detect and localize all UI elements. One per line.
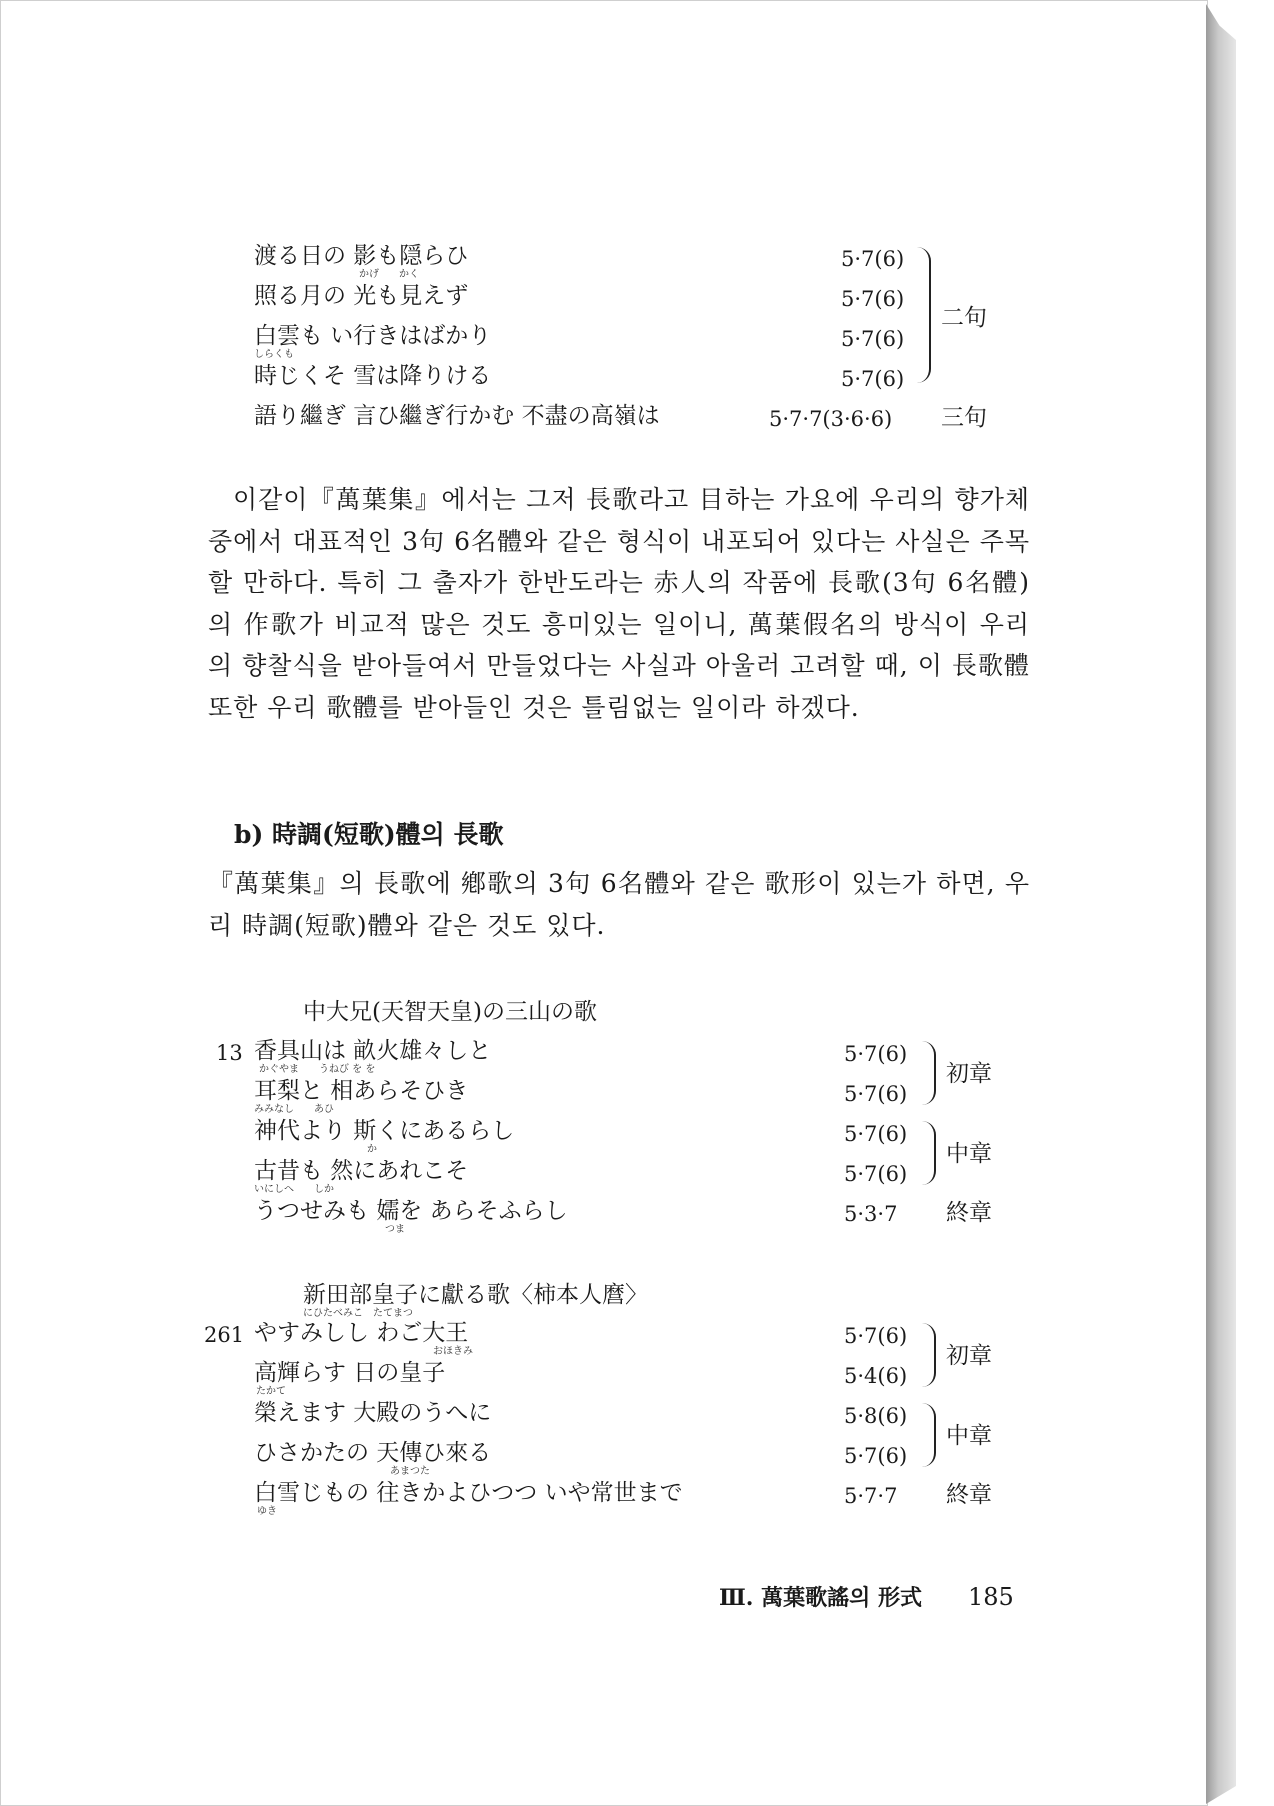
poem1-line-4: 時じくそ 雪は降りける xyxy=(254,363,492,389)
poem1-line-3: 白雲も い行きはばかり xyxy=(254,323,492,349)
poem3-meter-3: 5·8(6) xyxy=(844,1404,908,1428)
poem2-line-4: 古昔も 然にあれこそ xyxy=(254,1158,469,1184)
poem2-label-first: 初章 xyxy=(946,1061,992,1087)
poem3-number: 261 xyxy=(204,1323,245,1347)
poem2-number: 13 xyxy=(216,1041,243,1065)
poem2-line-2: 耳梨と 相あらそひき xyxy=(254,1078,469,1104)
poem3-meter-2: 5·4(6) xyxy=(844,1364,908,1388)
paragraph-1: 이같이『萬葉集』에서는 그저 長歌라고 目하는 가요에 우리의 향가체 중에서 대표적인 3句 6名體와 같은 형식이 내포되어 있다는 사실은 주목할 만하다. 특히 그 출자가 한반도라는 赤人의 작품에 長歌(3句 6名體)의 作歌가 비교적 많은 것도 흥미있는 일이니, 萬葉假名의 방식이 우리의 향찰식을 받아들여서 만들었다는 사실과 아울러 고려할 때, 이 長歌體 또한 우리 歌體를 받아들인 것은 틀림없는 일이라 하겠다. xyxy=(208,485,1030,722)
poem3-ruby-2: たかて xyxy=(256,1386,286,1397)
poem3-meter-5: 5·7·7 xyxy=(844,1484,898,1508)
poem1-ruby-3: しらくも xyxy=(254,349,294,360)
poem1-brace xyxy=(917,247,931,383)
poem3-title-ruby: にひたべみこ たてまつ xyxy=(303,1308,413,1319)
poem2-meter-2: 5·7(6) xyxy=(844,1082,908,1106)
poem3-ruby-4: あまつた xyxy=(390,1466,430,1477)
poem3-title: 新田部皇子に獻る歌〈柿本人麿〉 xyxy=(303,1282,648,1308)
poem2-brace-middle xyxy=(922,1121,936,1185)
poem2-meter-3: 5·7(6) xyxy=(844,1122,908,1146)
poem1-meter-4: 5·7(6) xyxy=(841,367,905,391)
poem2-line-3: 神代より 斯くにあるらし xyxy=(254,1118,515,1144)
poem2-ruby-1: かぐやま うねび を を xyxy=(259,1064,376,1075)
poem1-label-last: 三句 xyxy=(941,405,987,431)
paragraph-2: 『萬葉集』의 長歌에 鄕歌의 3句 6名體와 같은 歌形이 있는가 하면, 우리 時調(短歌)體와 같은 것도 있다. xyxy=(208,869,1030,940)
footer-chapter: Ⅲ. 萬葉歌謠의 形式 xyxy=(719,1585,923,1611)
poem1-meter-5: 5·7·7(3·6·6) xyxy=(769,407,893,431)
poem1-ruby-1: かげ かく xyxy=(359,269,419,280)
poem2-meter-5: 5·3·7 xyxy=(844,1202,898,1226)
poem2-title: 中大兄(天智天皇)の三山の歌 xyxy=(303,999,597,1025)
poem1-meter-1: 5·7(6) xyxy=(841,247,905,271)
poem1-line-5: 語り繼ぎ 言ひ繼ぎ行かむ 不盡の高嶺は xyxy=(254,403,660,429)
poem3-line-1: やすみしし わご大王 xyxy=(254,1320,469,1346)
poem1-meter-3: 5·7(6) xyxy=(841,327,905,351)
poem2-ruby-5: つま xyxy=(385,1224,405,1235)
poem3-line-5: 白雪じもの 往きかよひつつ いや常世まで xyxy=(254,1480,683,1506)
poem2-brace-first xyxy=(922,1041,936,1105)
poem2-meter-4: 5·7(6) xyxy=(844,1162,908,1186)
poem1-line-1: 渡る日の 影も隠らひ xyxy=(254,243,469,269)
poem1-line-2: 照る月の 光も見えず xyxy=(254,283,469,309)
poem3-label-middle: 中章 xyxy=(946,1423,992,1449)
poem3-line-3: 榮えます 大殿のうへに xyxy=(254,1400,492,1426)
section-heading: b) 時調(短歌)體의 長歌 xyxy=(234,820,504,849)
poem2-line-1: 香具山は 畝火雄々しと xyxy=(254,1038,492,1064)
poem2-meter-1: 5·7(6) xyxy=(844,1042,908,1066)
page-number: 185 xyxy=(968,1583,1014,1611)
poem3-label-first: 初章 xyxy=(946,1343,992,1369)
poem3-ruby-5: ゆき xyxy=(257,1506,277,1517)
poem2-ruby-3: か xyxy=(367,1144,377,1155)
poem3-ruby-1: おほきみ xyxy=(433,1346,473,1357)
poem3-brace-first xyxy=(922,1323,936,1387)
poem1-label-group: 二句 xyxy=(941,305,987,331)
poem3-label-last: 終章 xyxy=(946,1482,992,1508)
poem2-line-5: うつせみも 嬬を あらそふらし xyxy=(254,1198,568,1224)
poem3-meter-4: 5·7(6) xyxy=(844,1444,908,1468)
poem3-line-4: ひさかたの 天傳ひ來る xyxy=(254,1440,492,1466)
poem3-line-2: 高輝らす 日の皇子 xyxy=(254,1360,446,1386)
poem3-meter-1: 5·7(6) xyxy=(844,1324,908,1348)
poem2-label-last: 終章 xyxy=(946,1200,992,1226)
poem2-ruby-4: いにしへ しか xyxy=(254,1184,334,1195)
poem1-meter-2: 5·7(6) xyxy=(841,287,905,311)
page-edge-shadow xyxy=(1206,4,1236,1804)
poem3-brace-middle xyxy=(922,1403,936,1467)
poem2-ruby-2: みみなし あひ xyxy=(254,1104,334,1115)
poem2-label-middle: 中章 xyxy=(946,1141,992,1167)
